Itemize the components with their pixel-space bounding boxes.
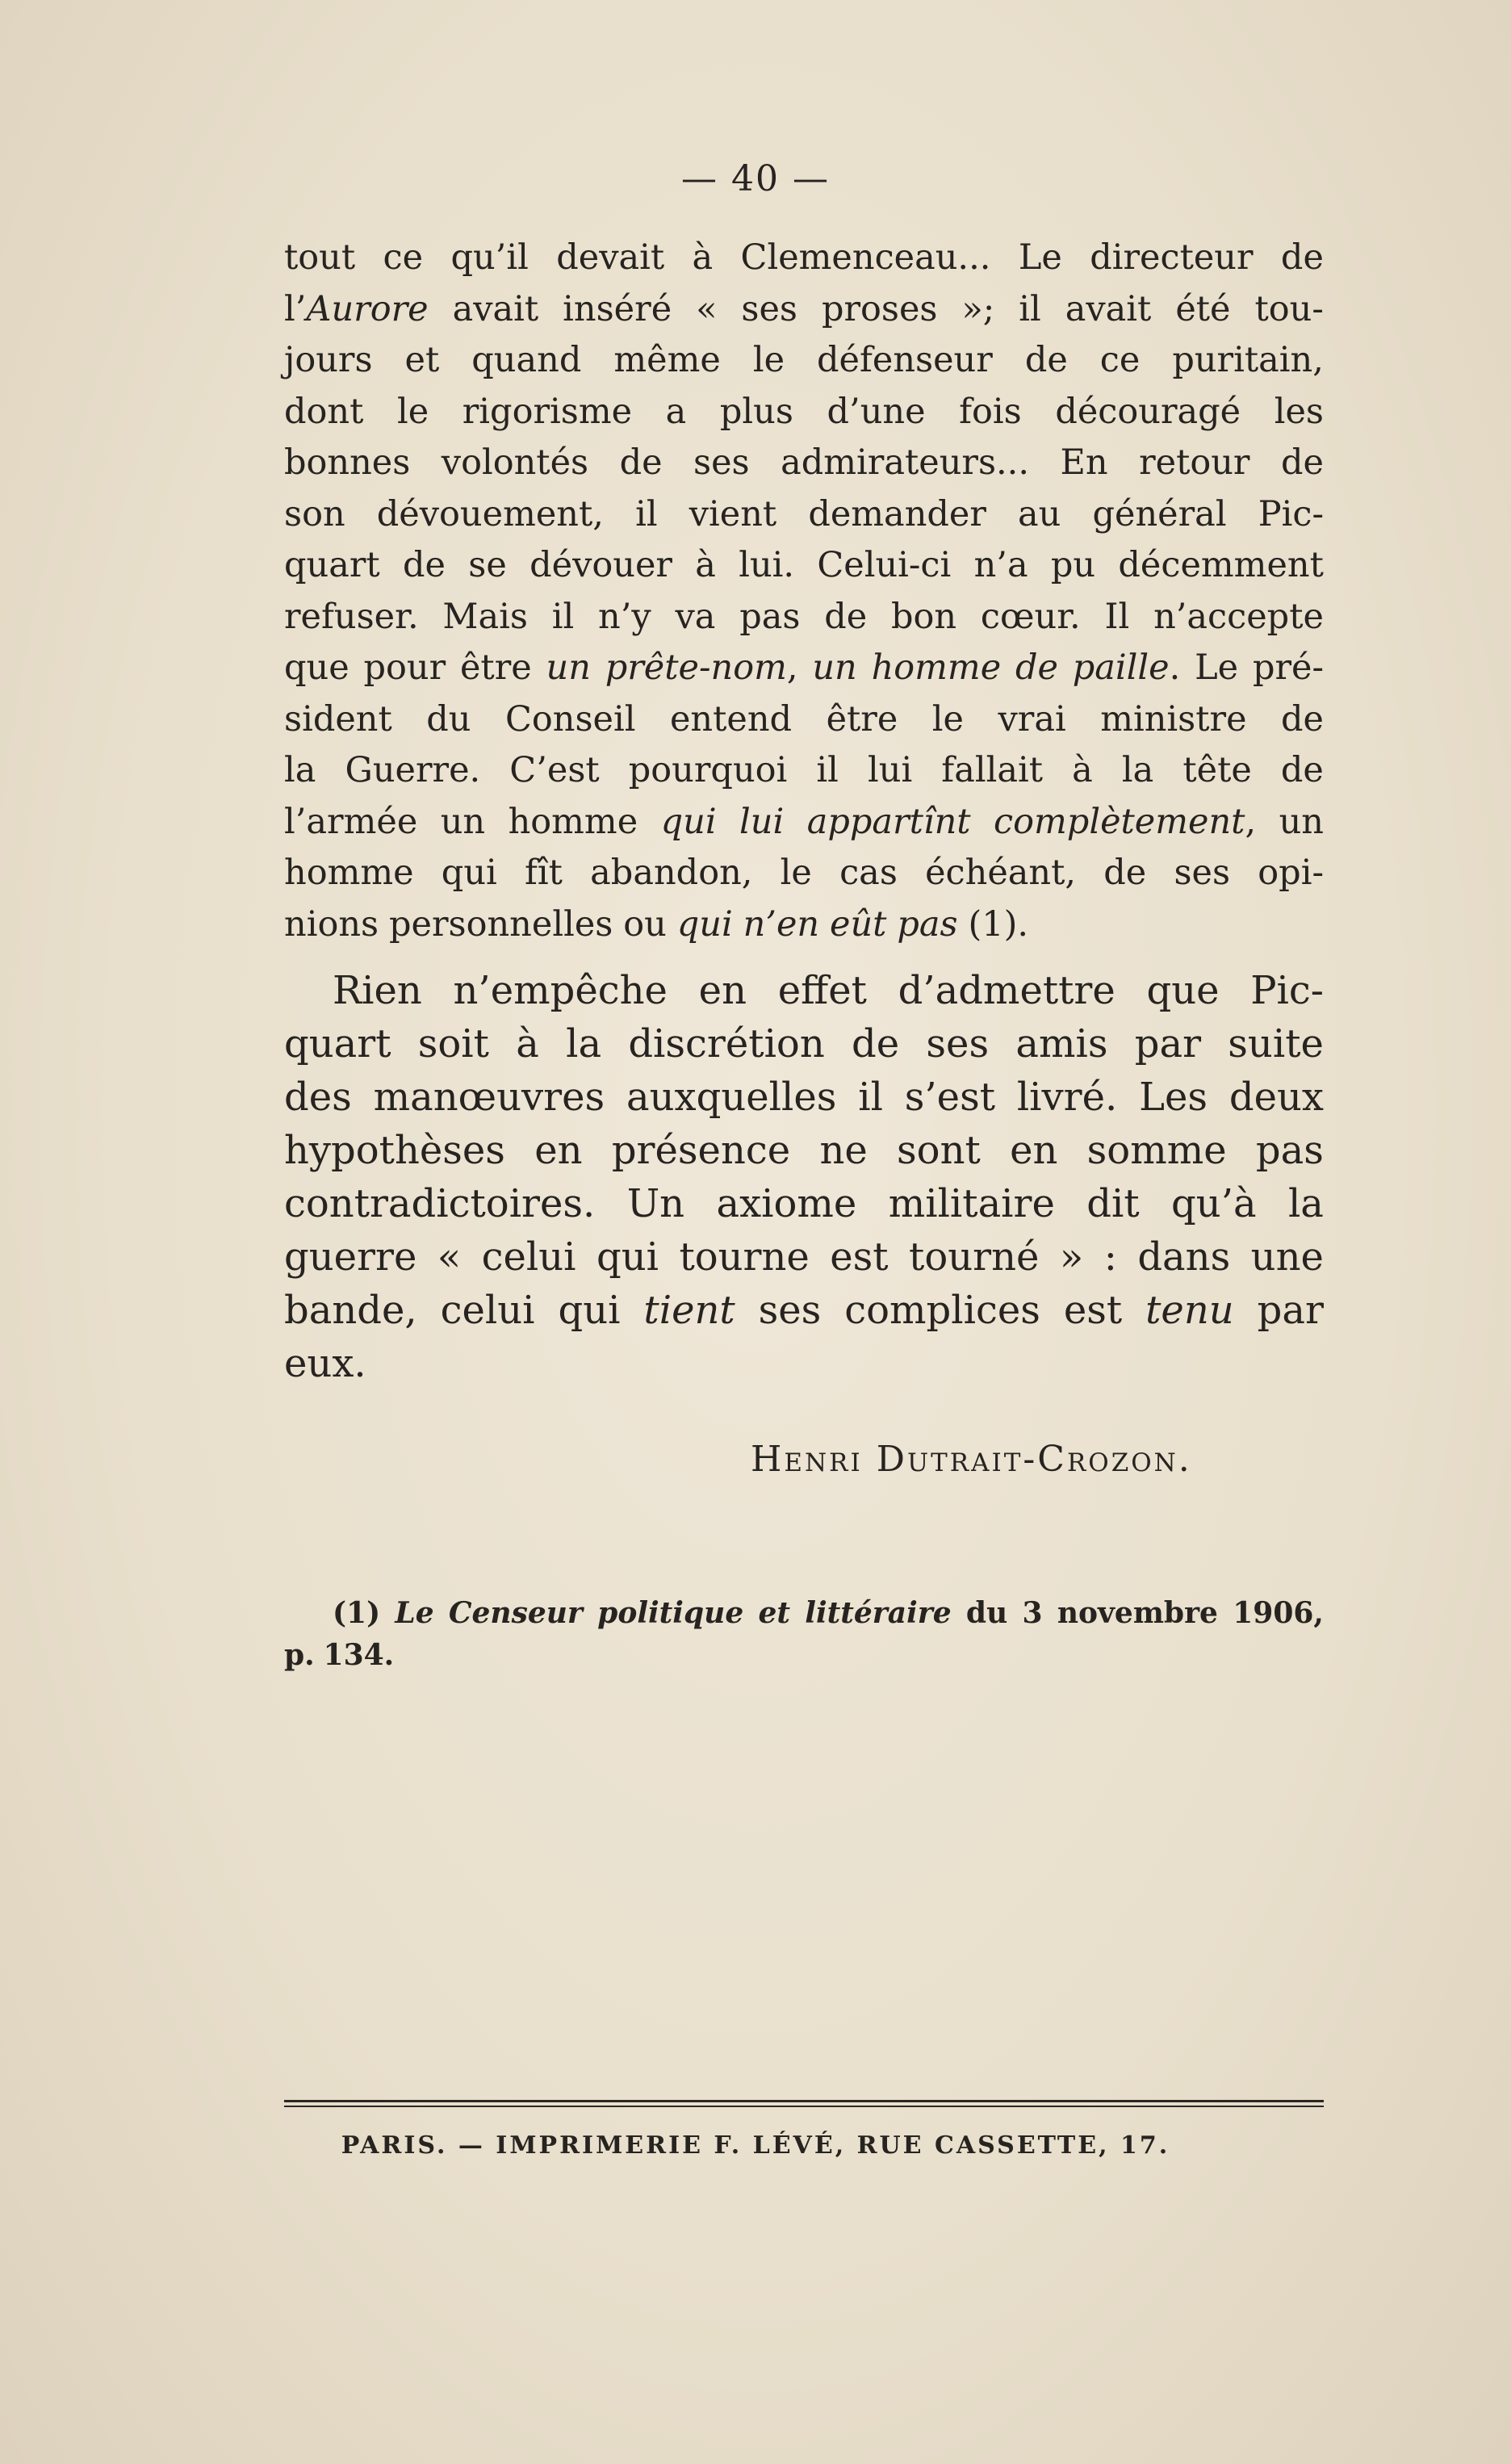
word: pas (1255, 1128, 1324, 1173)
word: la (284, 750, 316, 790)
word: les (1274, 391, 1324, 432)
paragraph1-line (284, 284, 1324, 336)
word: présence (611, 1128, 791, 1173)
word: ses (693, 442, 750, 483)
word: a (665, 391, 687, 432)
word: qui (558, 1288, 621, 1333)
word: pourquoi (628, 750, 788, 790)
word: fallait (941, 750, 1044, 790)
word: va (675, 596, 716, 637)
word: le (752, 340, 785, 380)
word: est (830, 1234, 889, 1280)
word: découragé (1055, 391, 1241, 432)
word: que (1146, 968, 1220, 1013)
word: militaire (888, 1181, 1055, 1226)
footnote (284, 1592, 1324, 1676)
word: devait (556, 237, 665, 278)
word: de (619, 442, 663, 483)
word: Rien (333, 968, 422, 1013)
word: ses (741, 288, 797, 329)
word: proses (821, 288, 938, 329)
word: qui (676, 903, 733, 945)
word: inséré (563, 288, 672, 329)
word: somme (1086, 1128, 1227, 1173)
word: un (546, 647, 591, 688)
word: Le (1018, 237, 1062, 278)
word: plus (719, 391, 793, 432)
word: échéant, (925, 853, 1077, 893)
word: complètement, (994, 801, 1257, 842)
word: de (1103, 853, 1147, 893)
word: fois (959, 391, 1022, 432)
word: tient (643, 1288, 735, 1333)
word: deux (1228, 1075, 1324, 1120)
word: une (1250, 1234, 1324, 1280)
word: et (758, 1596, 791, 1630)
word: ou (623, 903, 667, 945)
printer-imprint: PARIS. — IMPRIMERIE F. LÉVÉ, RUE CASSETTE, 17. (341, 2131, 1170, 2160)
word: un (440, 801, 486, 842)
word: il (551, 596, 575, 637)
paragraph2-line (284, 1177, 1324, 1230)
word: le (931, 698, 964, 740)
word: « (437, 1234, 462, 1280)
word: (1) (333, 1596, 381, 1630)
word: homme (508, 801, 638, 842)
word: lui (868, 750, 913, 790)
word: ce (1099, 340, 1141, 380)
word: l’armée (284, 801, 418, 842)
word: un (1279, 801, 1324, 842)
word: de (852, 1021, 900, 1066)
word: 1906, (1233, 1596, 1324, 1630)
word: (1). (968, 903, 1029, 945)
word: par (1257, 1288, 1324, 1333)
paragraph1-line (284, 489, 1324, 541)
word: Celui-ci (817, 545, 952, 585)
word: de (1280, 442, 1324, 483)
word: amis (1015, 1021, 1108, 1066)
paragraph1-line (284, 387, 1324, 438)
word: n’empêche (453, 968, 668, 1013)
word: vient (689, 493, 777, 534)
paragraph1-line (284, 438, 1324, 489)
word: cœur. (980, 596, 1081, 637)
word: puritain, (1172, 340, 1324, 380)
word: Le (395, 1596, 434, 1630)
word: littéraire (805, 1596, 952, 1630)
word: en (534, 1128, 583, 1173)
footnote-line (284, 1592, 1324, 1634)
paragraph2-line (284, 1124, 1324, 1177)
word: eux. (284, 1341, 366, 1386)
paragraph-2 (284, 964, 1324, 1390)
word: soit (417, 1021, 489, 1066)
word: volontés (441, 442, 589, 483)
word: en (1010, 1128, 1058, 1173)
word: est (1063, 1288, 1123, 1333)
word: qu’il (450, 237, 529, 278)
word: l’Aurore (284, 288, 429, 329)
word: ministre (1100, 698, 1247, 740)
word: lui (739, 801, 785, 842)
word: n’accepte (1153, 596, 1324, 637)
word: en (698, 968, 747, 1013)
word: C’est (509, 750, 600, 790)
word: prête-nom, (605, 647, 798, 688)
word: pré- (1252, 647, 1324, 688)
word: défenseur (817, 340, 993, 380)
word: avait (1065, 288, 1152, 329)
word: que (284, 647, 349, 688)
paragraph1-line (284, 745, 1324, 797)
word: tourne (679, 1234, 810, 1280)
word: nions (284, 903, 379, 945)
word: appartînt (806, 801, 971, 842)
word: de (1024, 340, 1068, 380)
word: même (613, 340, 721, 380)
word: opi- (1258, 853, 1324, 893)
paragraph1-line (284, 694, 1324, 746)
word: dans (1137, 1234, 1231, 1280)
word: admirateurs... (781, 442, 1030, 483)
word: ses (926, 1021, 990, 1066)
paragraph2-line (284, 1337, 1324, 1390)
word: il (1019, 288, 1041, 329)
word: par (1134, 1021, 1202, 1066)
word: vrai (998, 698, 1066, 740)
word: quart (284, 545, 380, 585)
word: hypothèses (284, 1128, 505, 1173)
footnote-line (284, 1634, 1324, 1676)
word: il (816, 750, 839, 790)
word: retour (1139, 442, 1250, 483)
word: Guerre. (345, 750, 481, 790)
word: bon (891, 596, 957, 637)
word: entend (669, 698, 793, 740)
paragraph1-line (284, 643, 1324, 694)
word: livré. (1016, 1075, 1118, 1120)
word: quart (284, 1021, 391, 1066)
word: ses (1174, 853, 1231, 893)
word: avait (452, 288, 539, 329)
word: auxquelles (626, 1075, 837, 1120)
word: p. (284, 1638, 315, 1672)
paragraph1-line (284, 797, 1324, 849)
word: ses (758, 1288, 822, 1333)
word: Pic- (1250, 968, 1324, 1013)
word: et (404, 340, 440, 380)
word: cas (839, 853, 898, 893)
word: dévouer (529, 545, 672, 585)
word: pour (363, 647, 446, 688)
word: ce (383, 237, 424, 278)
word: celui (481, 1234, 576, 1280)
word: à (692, 237, 714, 278)
word: axiome (716, 1181, 857, 1226)
word: le (396, 391, 429, 432)
author-signature: Henri Dutrait-Crozon. (751, 1439, 1192, 1480)
word: Censeur (448, 1596, 583, 1630)
word: de (1015, 647, 1058, 688)
word: dit (1086, 1181, 1140, 1226)
word: de (824, 596, 868, 637)
paragraph1-line (284, 848, 1324, 899)
word: le (780, 853, 812, 893)
paragraph1-line (284, 899, 1324, 951)
word: fît (525, 853, 563, 893)
word: été (1175, 288, 1231, 329)
word: de (1280, 237, 1324, 278)
paragraph2-line (284, 1071, 1324, 1124)
word: n’y (598, 596, 651, 637)
word: pas (739, 596, 801, 637)
paragraph1-line (284, 335, 1324, 387)
paragraph2-line (284, 1284, 1324, 1337)
word: d’une (827, 391, 926, 432)
word: qu’à (1171, 1181, 1257, 1226)
word: la (566, 1021, 602, 1066)
word: à (1072, 750, 1093, 790)
word: refuser. (284, 596, 419, 637)
word: guerre (284, 1234, 417, 1280)
word: Il (1104, 596, 1130, 637)
word: lui. (739, 545, 795, 585)
word: tou- (1254, 288, 1324, 329)
word: dévouement, (376, 493, 604, 534)
word: »; (961, 288, 995, 329)
word: pu (1050, 545, 1096, 585)
paragraph1-line (284, 233, 1324, 284)
word: n’en (743, 903, 820, 945)
word: à (695, 545, 716, 585)
word: complices (844, 1288, 1040, 1333)
word: suite (1228, 1021, 1324, 1066)
word: la (1287, 1181, 1324, 1226)
word: tout (284, 237, 356, 278)
word: qui (660, 801, 717, 842)
word: homme (284, 853, 414, 893)
word: dont (284, 391, 364, 432)
word: sont (897, 1128, 981, 1173)
paragraph1-line (284, 592, 1324, 643)
word: son (284, 493, 345, 534)
word: la (1121, 750, 1154, 790)
word: demander (808, 493, 986, 534)
word: manœuvres (373, 1075, 605, 1120)
word: celui (440, 1288, 535, 1333)
word: Un (626, 1181, 685, 1226)
word: En (1060, 442, 1108, 483)
word: eût (830, 903, 887, 945)
word: : (1103, 1234, 1117, 1280)
word: paille. (1072, 647, 1181, 688)
word: s’est (904, 1075, 995, 1120)
word: rigorisme (462, 391, 633, 432)
word: décemment (1118, 545, 1324, 585)
word: au (1018, 493, 1061, 534)
word: de (1280, 750, 1324, 790)
word: de (1281, 698, 1324, 740)
word: homme (871, 647, 1002, 688)
word: sident (284, 698, 392, 740)
word: Le (1195, 647, 1239, 688)
word: quand (471, 340, 582, 380)
word: directeur (1090, 237, 1254, 278)
word: se (468, 545, 507, 585)
word: à (516, 1021, 539, 1066)
word: Pic- (1258, 493, 1324, 534)
word: être (826, 698, 898, 740)
paragraph2-line (284, 964, 1324, 1017)
word: abandon, (590, 853, 753, 893)
word: de (403, 545, 446, 585)
bottom-rule (284, 2100, 1324, 2107)
word: qui (596, 1234, 659, 1280)
word: Mais (442, 596, 528, 637)
word: ne (819, 1128, 868, 1173)
word: personnelles (389, 903, 613, 945)
word: pas (897, 903, 958, 945)
paragraph2-line (284, 1017, 1324, 1071)
word: discrétion (628, 1021, 825, 1066)
word: n’a (973, 545, 1028, 585)
word: des (284, 1075, 352, 1120)
word: Conseil (504, 698, 636, 740)
word: Les (1139, 1075, 1208, 1120)
word: 134. (323, 1638, 395, 1672)
word: Clemenceau... (740, 237, 991, 278)
word: effet (777, 968, 867, 1013)
word: du (965, 1596, 1008, 1630)
page-number: — 40 — (681, 158, 830, 199)
word: contradictoires. (284, 1181, 596, 1226)
word: tourné (909, 1234, 1040, 1280)
word: être (459, 647, 532, 688)
paragraph2-line (284, 1230, 1324, 1284)
word: un (812, 647, 857, 688)
word: du (426, 698, 471, 740)
word: politique (597, 1596, 744, 1630)
word: tête (1182, 750, 1252, 790)
word: « (696, 288, 718, 329)
word: général (1092, 493, 1227, 534)
word: tenu (1145, 1288, 1234, 1333)
word: » (1059, 1234, 1084, 1280)
word: il (858, 1075, 883, 1120)
word: 3 (1022, 1596, 1043, 1630)
word: jours (284, 340, 373, 380)
paragraph-1 (284, 233, 1324, 950)
word: d’admettre (898, 968, 1115, 1013)
word: il (635, 493, 658, 534)
word: qui (441, 853, 497, 893)
word: novembre (1057, 1596, 1218, 1630)
paragraph1-line (284, 540, 1324, 592)
word: bonnes (284, 442, 411, 483)
word: bande, (284, 1288, 417, 1333)
